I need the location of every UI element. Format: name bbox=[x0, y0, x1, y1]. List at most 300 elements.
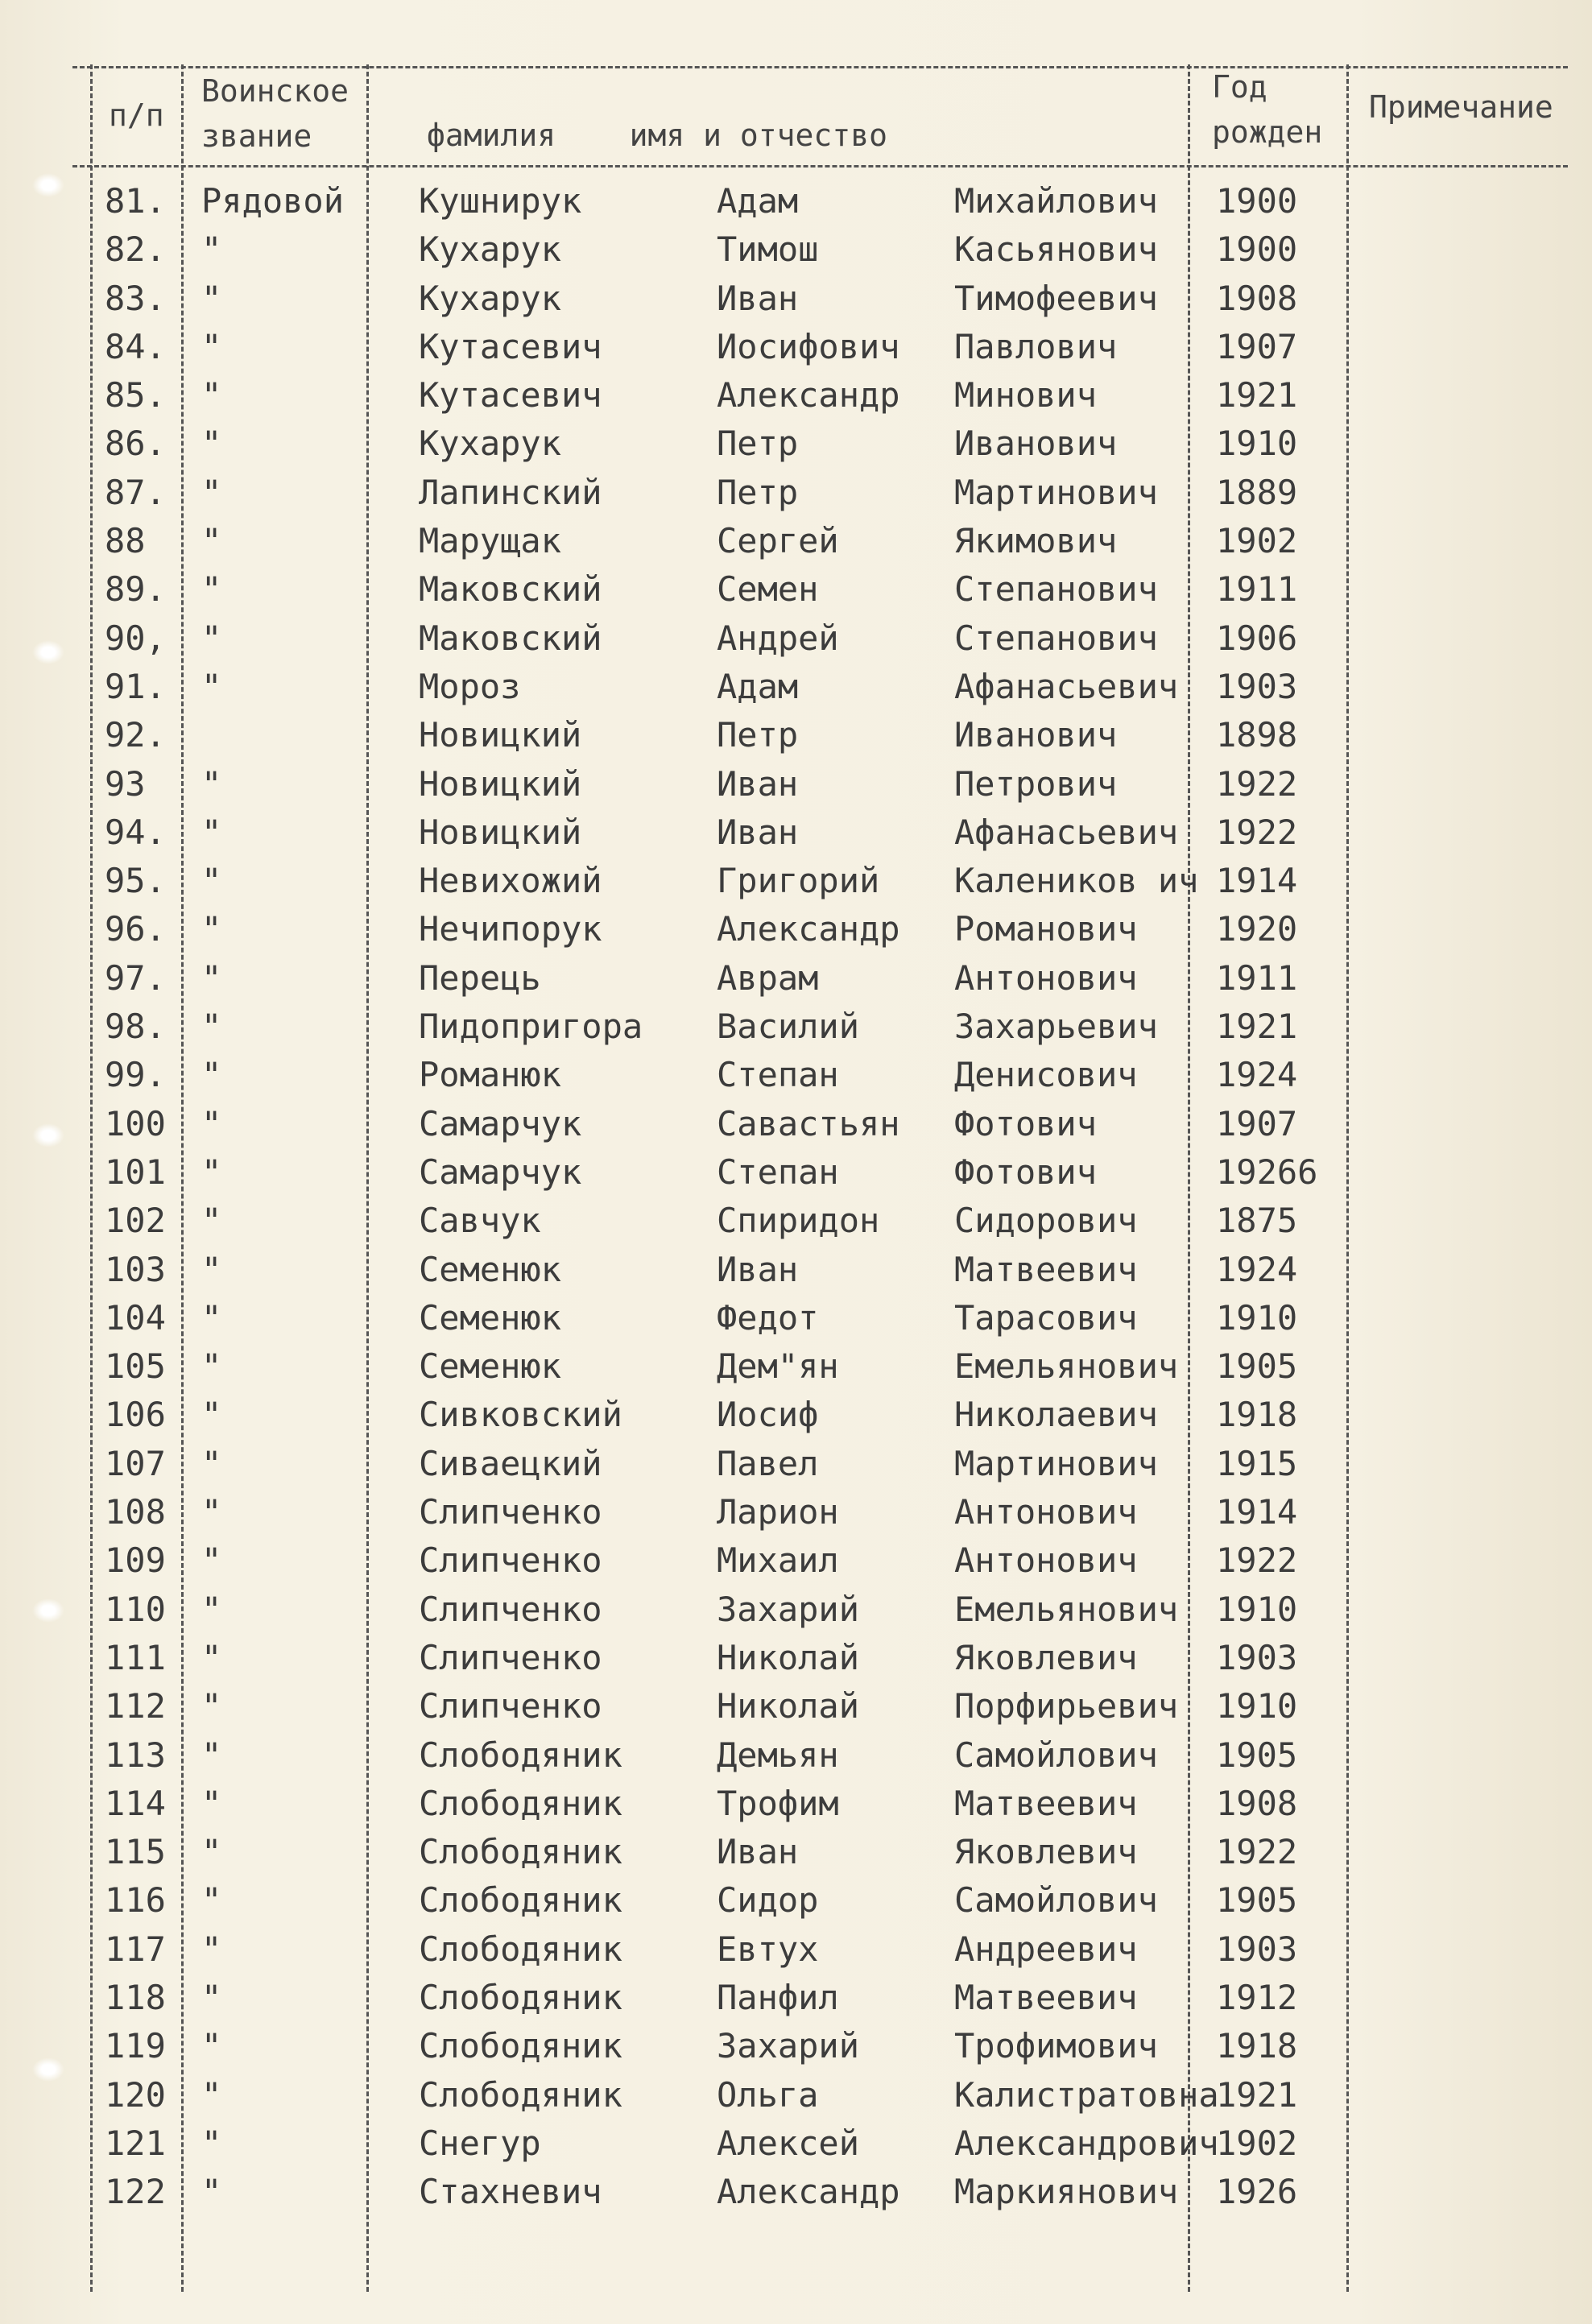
military-rank: " bbox=[201, 666, 222, 706]
military-rank: " bbox=[201, 2123, 222, 2163]
patronymic: Николаевич bbox=[954, 1395, 1158, 1435]
row-number: 103 bbox=[105, 1249, 166, 1289]
surname: Слободяник bbox=[419, 1929, 622, 1969]
table-row bbox=[0, 1682, 1592, 1731]
row-number: 110 bbox=[105, 1589, 166, 1629]
military-rank: " bbox=[201, 375, 222, 416]
birth-year: 1900 bbox=[1216, 181, 1298, 221]
military-rank: " bbox=[201, 1201, 222, 1241]
surname: Снегур bbox=[419, 2123, 541, 2163]
first-name: Николай bbox=[717, 1686, 860, 1726]
table-row bbox=[0, 1634, 1592, 1682]
table-row bbox=[0, 663, 1592, 711]
table-row bbox=[0, 1197, 1592, 1245]
birth-year: 1924 bbox=[1216, 1055, 1298, 1095]
patronymic: Иванович bbox=[954, 715, 1118, 755]
patronymic: Антонович bbox=[954, 1492, 1138, 1532]
surname: Маковский bbox=[419, 618, 602, 658]
military-rank: " bbox=[201, 521, 222, 561]
military-rank: " bbox=[201, 812, 222, 852]
table-row bbox=[0, 1974, 1592, 2022]
record-table-body bbox=[0, 177, 1592, 2216]
row-number: 108 bbox=[105, 1492, 166, 1532]
military-rank: " bbox=[201, 2074, 222, 2115]
surname: Кухарук bbox=[419, 230, 562, 270]
military-rank: " bbox=[201, 1249, 222, 1289]
birth-year: 1908 bbox=[1216, 1783, 1298, 1823]
row-number: 99. bbox=[105, 1055, 166, 1095]
birth-year: 1920 bbox=[1216, 909, 1298, 949]
header-bottom-rule bbox=[72, 165, 1568, 167]
table-row bbox=[0, 1828, 1592, 1876]
military-rank: " bbox=[201, 957, 222, 998]
table-row bbox=[0, 420, 1592, 468]
first-name: Тимош bbox=[717, 230, 819, 270]
table-row bbox=[0, 2071, 1592, 2119]
military-rank: " bbox=[201, 1443, 222, 1483]
table-row bbox=[0, 565, 1592, 614]
surname: Семенюк bbox=[419, 1297, 562, 1338]
table-row bbox=[0, 711, 1592, 759]
patronymic: Павлович bbox=[954, 326, 1118, 366]
table-row bbox=[0, 1586, 1592, 1634]
birth-year: 1921 bbox=[1216, 2074, 1298, 2115]
surname: Маковский bbox=[419, 569, 602, 610]
patronymic: Минович bbox=[954, 375, 1098, 416]
surname: Слипченко bbox=[419, 1492, 602, 1532]
surname: Слободяник bbox=[419, 1783, 622, 1823]
first-name: Иван bbox=[717, 1249, 799, 1289]
surname: Слободяник bbox=[419, 1735, 622, 1775]
first-name: Захарий bbox=[717, 1589, 860, 1629]
row-number: 85. bbox=[105, 375, 166, 416]
row-number: 97. bbox=[105, 957, 166, 998]
table-row bbox=[0, 1876, 1592, 1925]
surname: Кутасевич bbox=[419, 375, 602, 416]
table-row bbox=[0, 1294, 1592, 1342]
birth-year: 1914 bbox=[1216, 861, 1298, 901]
surname: Сиваецкий bbox=[419, 1443, 602, 1483]
row-number: 86. bbox=[105, 424, 166, 464]
birth-year: 1907 bbox=[1216, 326, 1298, 366]
patronymic: Афанасьевич bbox=[954, 812, 1179, 852]
birth-year: 1921 bbox=[1216, 375, 1298, 416]
first-name: Николай bbox=[717, 1637, 860, 1677]
military-rank: " bbox=[201, 1832, 222, 1872]
row-number: 119 bbox=[105, 2026, 166, 2066]
birth-year: 1910 bbox=[1216, 1297, 1298, 1338]
surname: Семенюк bbox=[419, 1346, 562, 1387]
military-rank: " bbox=[201, 1540, 222, 1581]
patronymic: Матвеевич bbox=[954, 1977, 1138, 2017]
first-name: Адам bbox=[717, 181, 799, 221]
surname: Стахневич bbox=[419, 2172, 602, 2212]
patronymic: Трофимович bbox=[954, 2026, 1158, 2066]
birth-year: 1926 bbox=[1216, 2172, 1298, 2212]
table-row bbox=[0, 469, 1592, 517]
patronymic: Михайлович bbox=[954, 181, 1158, 221]
patronymic: Антонович bbox=[954, 1540, 1138, 1581]
first-name: Аврам bbox=[717, 957, 819, 998]
surname: Самарчук bbox=[419, 1152, 582, 1192]
surname: Кухарук bbox=[419, 278, 562, 318]
row-number: 113 bbox=[105, 1735, 166, 1775]
birth-year: 1914 bbox=[1216, 1492, 1298, 1532]
table-row bbox=[0, 1925, 1592, 1974]
first-name: Алексей bbox=[717, 2123, 860, 2163]
birth-year: 1922 bbox=[1216, 1540, 1298, 1581]
first-name: Иван bbox=[717, 812, 799, 852]
table-row bbox=[0, 808, 1592, 857]
row-number: 109 bbox=[105, 1540, 166, 1581]
row-number: 87. bbox=[105, 472, 166, 512]
first-name: Сергей bbox=[717, 521, 839, 561]
military-rank: " bbox=[201, 230, 222, 270]
first-name: Ларион bbox=[717, 1492, 839, 1532]
first-name: Спиридон bbox=[717, 1201, 880, 1241]
birth-year: 1908 bbox=[1216, 278, 1298, 318]
row-number: 96. bbox=[105, 909, 166, 949]
patronymic: Касьянович bbox=[954, 230, 1158, 270]
patronymic: Андреевич bbox=[954, 1929, 1138, 1969]
patronymic: Тарасович bbox=[954, 1297, 1138, 1338]
patronymic: Калистратовна bbox=[954, 2074, 1219, 2115]
military-rank: " bbox=[201, 472, 222, 512]
patronymic: Маркиянович bbox=[954, 2172, 1179, 2212]
surname: Перець bbox=[419, 957, 541, 998]
first-name: Захарий bbox=[717, 2026, 860, 2066]
first-name: Сидор bbox=[717, 1880, 819, 1921]
table-row bbox=[0, 2168, 1592, 2216]
row-number: 92. bbox=[105, 715, 166, 755]
military-rank: " bbox=[201, 763, 222, 804]
patronymic: Самойлович bbox=[954, 1880, 1158, 1921]
header-col-name: фамилия имя и отчество bbox=[427, 118, 887, 153]
birth-year: 1900 bbox=[1216, 230, 1298, 270]
surname: Слободяник bbox=[419, 1880, 622, 1921]
row-number: 89. bbox=[105, 569, 166, 610]
table-row bbox=[0, 1536, 1592, 1585]
patronymic: Сидорович bbox=[954, 1201, 1138, 1241]
table-row bbox=[0, 1440, 1592, 1488]
military-rank: " bbox=[201, 1103, 222, 1143]
birth-year: 1911 bbox=[1216, 957, 1298, 998]
row-number: 95. bbox=[105, 861, 166, 901]
table-row bbox=[0, 1780, 1592, 1828]
first-name: Степан bbox=[717, 1152, 839, 1192]
military-rank: Рядовой bbox=[201, 181, 345, 221]
table-row bbox=[0, 1100, 1592, 1148]
first-name: Панфил bbox=[717, 1977, 839, 2017]
military-rank: " bbox=[201, 1783, 222, 1823]
first-name: Петр bbox=[717, 472, 799, 512]
patronymic: Яковлевич bbox=[954, 1832, 1138, 1872]
surname: Марущак bbox=[419, 521, 562, 561]
row-number: 83. bbox=[105, 278, 166, 318]
row-number: 93 bbox=[105, 763, 146, 804]
surname: Слипченко bbox=[419, 1589, 602, 1629]
first-name: Александр bbox=[717, 909, 900, 949]
table-row bbox=[0, 614, 1592, 663]
military-rank: " bbox=[201, 1395, 222, 1435]
table-row bbox=[0, 225, 1592, 274]
birth-year: 19266 bbox=[1216, 1152, 1318, 1192]
birth-year: 1907 bbox=[1216, 1103, 1298, 1143]
patronymic: Афанасьевич bbox=[954, 666, 1179, 706]
table-row bbox=[0, 275, 1592, 323]
birth-year: 1903 bbox=[1216, 666, 1298, 706]
row-number: 106 bbox=[105, 1395, 166, 1435]
birth-year: 1922 bbox=[1216, 763, 1298, 804]
birth-year: 1922 bbox=[1216, 812, 1298, 852]
table-row bbox=[0, 857, 1592, 905]
birth-year: 1910 bbox=[1216, 424, 1298, 464]
first-name: Адам bbox=[717, 666, 799, 706]
military-rank: " bbox=[201, 618, 222, 658]
military-rank: " bbox=[201, 1880, 222, 1921]
first-name: Семен bbox=[717, 569, 819, 610]
first-name: Василий bbox=[717, 1007, 860, 1047]
patronymic: Порфирьевич bbox=[954, 1686, 1179, 1726]
row-number: 120 bbox=[105, 2074, 166, 2115]
birth-year: 1905 bbox=[1216, 1880, 1298, 1921]
birth-year: 1918 bbox=[1216, 2026, 1298, 2066]
first-name: Иосиф bbox=[717, 1395, 819, 1435]
table-row bbox=[0, 2119, 1592, 2168]
header-col-rank: Воинское звание bbox=[201, 73, 349, 154]
row-number: 121 bbox=[105, 2123, 166, 2163]
birth-year: 1902 bbox=[1216, 2123, 1298, 2163]
surname: Кухарук bbox=[419, 424, 562, 464]
row-number: 81. bbox=[105, 181, 166, 221]
birth-year: 1911 bbox=[1216, 569, 1298, 610]
first-name: Иван bbox=[717, 763, 799, 804]
first-name: Савастьян bbox=[717, 1103, 900, 1143]
patronymic: Фотович bbox=[954, 1103, 1098, 1143]
first-name: Павел bbox=[717, 1443, 819, 1483]
surname: Сивковский bbox=[419, 1395, 622, 1435]
row-number: 118 bbox=[105, 1977, 166, 2017]
first-name: Дем"ян bbox=[717, 1346, 839, 1387]
table-row bbox=[0, 371, 1592, 420]
birth-year: 1915 bbox=[1216, 1443, 1298, 1483]
row-number: 88 bbox=[105, 521, 146, 561]
first-name: Петр bbox=[717, 715, 799, 755]
table-row bbox=[0, 1051, 1592, 1099]
surname: Слободяник bbox=[419, 2074, 622, 2115]
birth-year: 1918 bbox=[1216, 1395, 1298, 1435]
row-number: 102 bbox=[105, 1201, 166, 1241]
patronymic: Самойлович bbox=[954, 1735, 1158, 1775]
row-number: 105 bbox=[105, 1346, 166, 1387]
birth-year: 1922 bbox=[1216, 1832, 1298, 1872]
military-rank: " bbox=[201, 424, 222, 464]
surname: Слободяник bbox=[419, 1832, 622, 1872]
header-col-year: Год рожден bbox=[1212, 69, 1323, 150]
table-row bbox=[0, 1342, 1592, 1391]
first-name: Михаил bbox=[717, 1540, 839, 1581]
military-rank: " bbox=[201, 1492, 222, 1532]
military-rank: " bbox=[201, 909, 222, 949]
row-number: 100 bbox=[105, 1103, 166, 1143]
surname: Слипченко bbox=[419, 1540, 602, 1581]
patronymic: Матвеевич bbox=[954, 1249, 1138, 1289]
table-row bbox=[0, 323, 1592, 371]
row-number: 122 bbox=[105, 2172, 166, 2212]
surname: Кушнирук bbox=[419, 181, 582, 221]
first-name: Александр bbox=[717, 2172, 900, 2212]
military-rank: " bbox=[201, 1007, 222, 1047]
patronymic: Романович bbox=[954, 909, 1138, 949]
patronymic: Степанович bbox=[954, 618, 1158, 658]
patronymic: Фотович bbox=[954, 1152, 1098, 1192]
table-row bbox=[0, 177, 1592, 225]
patronymic: Матвеевич bbox=[954, 1783, 1138, 1823]
first-name: Федот bbox=[717, 1297, 819, 1338]
table-row bbox=[0, 1246, 1592, 1294]
patronymic: Денисович bbox=[954, 1055, 1138, 1095]
patronymic: Иванович bbox=[954, 424, 1118, 464]
first-name: Петр bbox=[717, 424, 799, 464]
header-col-note: Примечание bbox=[1369, 89, 1553, 125]
military-rank: " bbox=[201, 569, 222, 610]
surname: Кутасевич bbox=[419, 326, 602, 366]
row-number: 116 bbox=[105, 1880, 166, 1921]
table-row bbox=[0, 1003, 1592, 1051]
birth-year: 1898 bbox=[1216, 715, 1298, 755]
first-name: Андрей bbox=[717, 618, 839, 658]
table-row bbox=[0, 1731, 1592, 1780]
birth-year: 1875 bbox=[1216, 1201, 1298, 1241]
row-number: 84. bbox=[105, 326, 166, 366]
military-rank: " bbox=[201, 2172, 222, 2212]
surname: Слободяник bbox=[419, 2026, 622, 2066]
row-number: 104 bbox=[105, 1297, 166, 1338]
military-rank: " bbox=[201, 1929, 222, 1969]
row-number: 98. bbox=[105, 1007, 166, 1047]
surname: Мороз bbox=[419, 666, 521, 706]
military-rank: " bbox=[201, 1735, 222, 1775]
military-rank: " bbox=[201, 326, 222, 366]
table-row bbox=[0, 954, 1592, 1003]
patronymic: Емельянович bbox=[954, 1589, 1179, 1629]
surname: Невихожий bbox=[419, 861, 602, 901]
birth-year: 1889 bbox=[1216, 472, 1298, 512]
patronymic: Мартинович bbox=[954, 472, 1158, 512]
row-number: 90, bbox=[105, 618, 166, 658]
row-number: 111 bbox=[105, 1637, 166, 1677]
first-name: Иван bbox=[717, 1832, 799, 1872]
surname: Семенюк bbox=[419, 1249, 562, 1289]
birth-year: 1921 bbox=[1216, 1007, 1298, 1047]
military-rank: " bbox=[201, 1346, 222, 1387]
surname: Нечипорук bbox=[419, 909, 602, 949]
patronymic: Емельянович bbox=[954, 1346, 1179, 1387]
first-name: Иосифович bbox=[717, 326, 900, 366]
military-rank: " bbox=[201, 1637, 222, 1677]
birth-year: 1902 bbox=[1216, 521, 1298, 561]
birth-year: 1910 bbox=[1216, 1686, 1298, 1726]
patronymic: Якимович bbox=[954, 521, 1118, 561]
first-name: Евтух bbox=[717, 1929, 819, 1969]
surname: Пидопригора bbox=[419, 1007, 643, 1047]
patronymic: Петрович bbox=[954, 763, 1118, 804]
birth-year: 1906 bbox=[1216, 618, 1298, 658]
first-name: Ольга bbox=[717, 2074, 819, 2115]
first-name: Иван bbox=[717, 278, 799, 318]
patronymic: Захарьевич bbox=[954, 1007, 1158, 1047]
birth-year: 1903 bbox=[1216, 1929, 1298, 1969]
first-name: Степан bbox=[717, 1055, 839, 1095]
military-rank: " bbox=[201, 1297, 222, 1338]
row-number: 94. bbox=[105, 812, 166, 852]
row-number: 91. bbox=[105, 666, 166, 706]
military-rank: " bbox=[201, 1152, 222, 1192]
birth-year: 1910 bbox=[1216, 1589, 1298, 1629]
table-row bbox=[0, 1488, 1592, 1536]
patronymic: Мартинович bbox=[954, 1443, 1158, 1483]
first-name: Григорий bbox=[717, 861, 880, 901]
first-name: Трофим bbox=[717, 1783, 839, 1823]
patronymic: Антонович bbox=[954, 957, 1138, 998]
surname: Слободяник bbox=[419, 1977, 622, 2017]
military-rank: " bbox=[201, 1686, 222, 1726]
table-row bbox=[0, 517, 1592, 565]
surname: Новицкий bbox=[419, 812, 582, 852]
patronymic: Тимофеевич bbox=[954, 278, 1158, 318]
military-rank: " bbox=[201, 861, 222, 901]
table-row bbox=[0, 905, 1592, 953]
first-name: Александр bbox=[717, 375, 900, 416]
surname: Слипченко bbox=[419, 1637, 602, 1677]
header-col-num: п/п bbox=[109, 97, 164, 133]
row-number: 112 bbox=[105, 1686, 166, 1726]
row-number: 82. bbox=[105, 230, 166, 270]
military-rank: " bbox=[201, 1055, 222, 1095]
table-row bbox=[0, 1148, 1592, 1197]
birth-year: 1924 bbox=[1216, 1249, 1298, 1289]
military-rank: " bbox=[201, 278, 222, 318]
surname: Савчук bbox=[419, 1201, 541, 1241]
military-rank: " bbox=[201, 1977, 222, 2017]
row-number: 117 bbox=[105, 1929, 166, 1969]
row-number: 101 bbox=[105, 1152, 166, 1192]
table-row bbox=[0, 760, 1592, 808]
row-number: 107 bbox=[105, 1443, 166, 1483]
first-name: Демьян bbox=[717, 1735, 839, 1775]
table-row bbox=[0, 1391, 1592, 1439]
row-number: 115 bbox=[105, 1832, 166, 1872]
surname: Лапинский bbox=[419, 472, 602, 512]
row-number: 114 bbox=[105, 1783, 166, 1823]
surname: Романюк bbox=[419, 1055, 562, 1095]
military-rank: " bbox=[201, 2026, 222, 2066]
surname: Слипченко bbox=[419, 1686, 602, 1726]
surname: Самарчук bbox=[419, 1103, 582, 1143]
birth-year: 1912 bbox=[1216, 1977, 1298, 2017]
birth-year: 1903 bbox=[1216, 1637, 1298, 1677]
surname: Новицкий bbox=[419, 715, 582, 755]
table-row bbox=[0, 2022, 1592, 2070]
patronymic: Александрович bbox=[954, 2123, 1219, 2163]
military-rank: " bbox=[201, 1589, 222, 1629]
birth-year: 1905 bbox=[1216, 1735, 1298, 1775]
patronymic: Степанович bbox=[954, 569, 1158, 610]
birth-year: 1905 bbox=[1216, 1346, 1298, 1387]
surname: Новицкий bbox=[419, 763, 582, 804]
patronymic: Яковлевич bbox=[954, 1637, 1138, 1677]
patronymic: Калеников ич bbox=[954, 861, 1199, 901]
